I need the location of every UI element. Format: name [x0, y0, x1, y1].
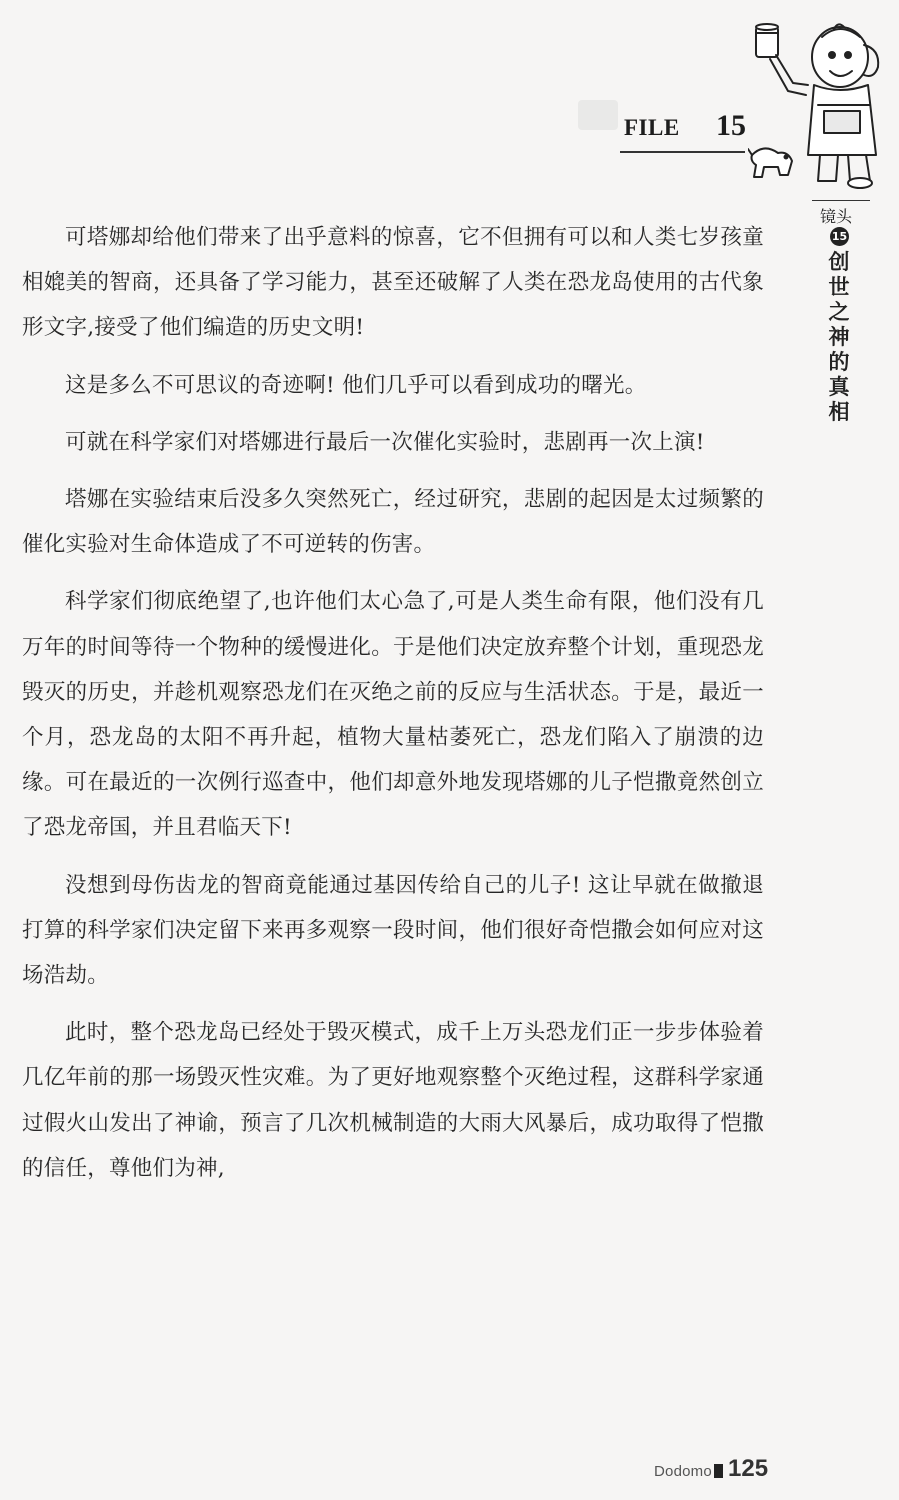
paragraph: 此时，整个恐龙岛已经处于毁灭模式，成千上万头恐龙们正一步步体验着几亿年前的那一场毁灭性灾难。为了更好地观察整个灭绝过程，这群科学家通过假火山发出了神谕，预言了几次机械制造的大雨大风暴后，成功取得了恺撒的信任，尊他们为神,: [22, 1020, 764, 1181]
page-footer: [654, 1455, 774, 1485]
chapter-header: [620, 109, 746, 153]
chapter-number-badge: 15: [830, 227, 849, 246]
paragraph: 可塔娜却给他们带来了出乎意料的惊喜，它不但拥有可以和人类七岁孩童相媲美的智商，还具备了学习能力，甚至还破解了人类在恐龙岛使用的古代象形文字,接受了他们编造的历史文明!: [22, 225, 764, 341]
paragraph: 科学家们彻底绝望了,也许他们太心急了,可是人类生命有限，他们没有几万年的时间等待一个物种的缓慢进化。于是他们决定放弃整个计划，重现恐龙毁灭的历史，并趁机观察恐龙们在灭绝之前的反应与生活状态。于是，最近一个月，恐龙岛的太阳不再升起，植物大量枯萎死亡，恐龙们陷入了崩溃的边缘。可在最近的一次例行巡查中，他们却意外地发现塔娜的儿子恺撒竟然创立了恐龙帝国，并且君临天下!: [22, 589, 764, 841]
brand-name: Dodomo: [654, 1463, 712, 1480]
paragraph: 塔娜在实验结束后没多久突然死亡，经过研究，悲剧的起因是太过频繁的催化实验对生命体造成了不可逆转的伤害。: [22, 487, 764, 558]
side-tab-label: 镜头: [820, 207, 853, 226]
cartoon-character-illustration: [748, 15, 898, 190]
chapter-vertical-title: 创世之神的真相: [828, 250, 850, 424]
paragraph: 没想到母伤齿龙的智商竟能通过基因传给自己的儿子! 这让早就在做撤退打算的科学家们决定留下来再多观察一段时间，他们很好奇恺撒会如何应对这场浩劫。: [22, 872, 764, 989]
file-number: 15: [716, 109, 746, 142]
side-tab-rule: [812, 200, 870, 201]
paragraph: 可就在科学家们对塔娜进行最后一次催化实验时，悲剧再一次上演!: [65, 429, 705, 455]
brand-mark-icon: [714, 1464, 723, 1478]
page-number: 125: [728, 1455, 769, 1482]
header-bleed-through: [578, 100, 618, 130]
body-text: [22, 215, 764, 1191]
paragraph: 这是多么不可思议的奇迹啊! 他们几乎可以看到成功的曙光。: [65, 372, 647, 398]
file-label: FILE: [624, 115, 680, 140]
